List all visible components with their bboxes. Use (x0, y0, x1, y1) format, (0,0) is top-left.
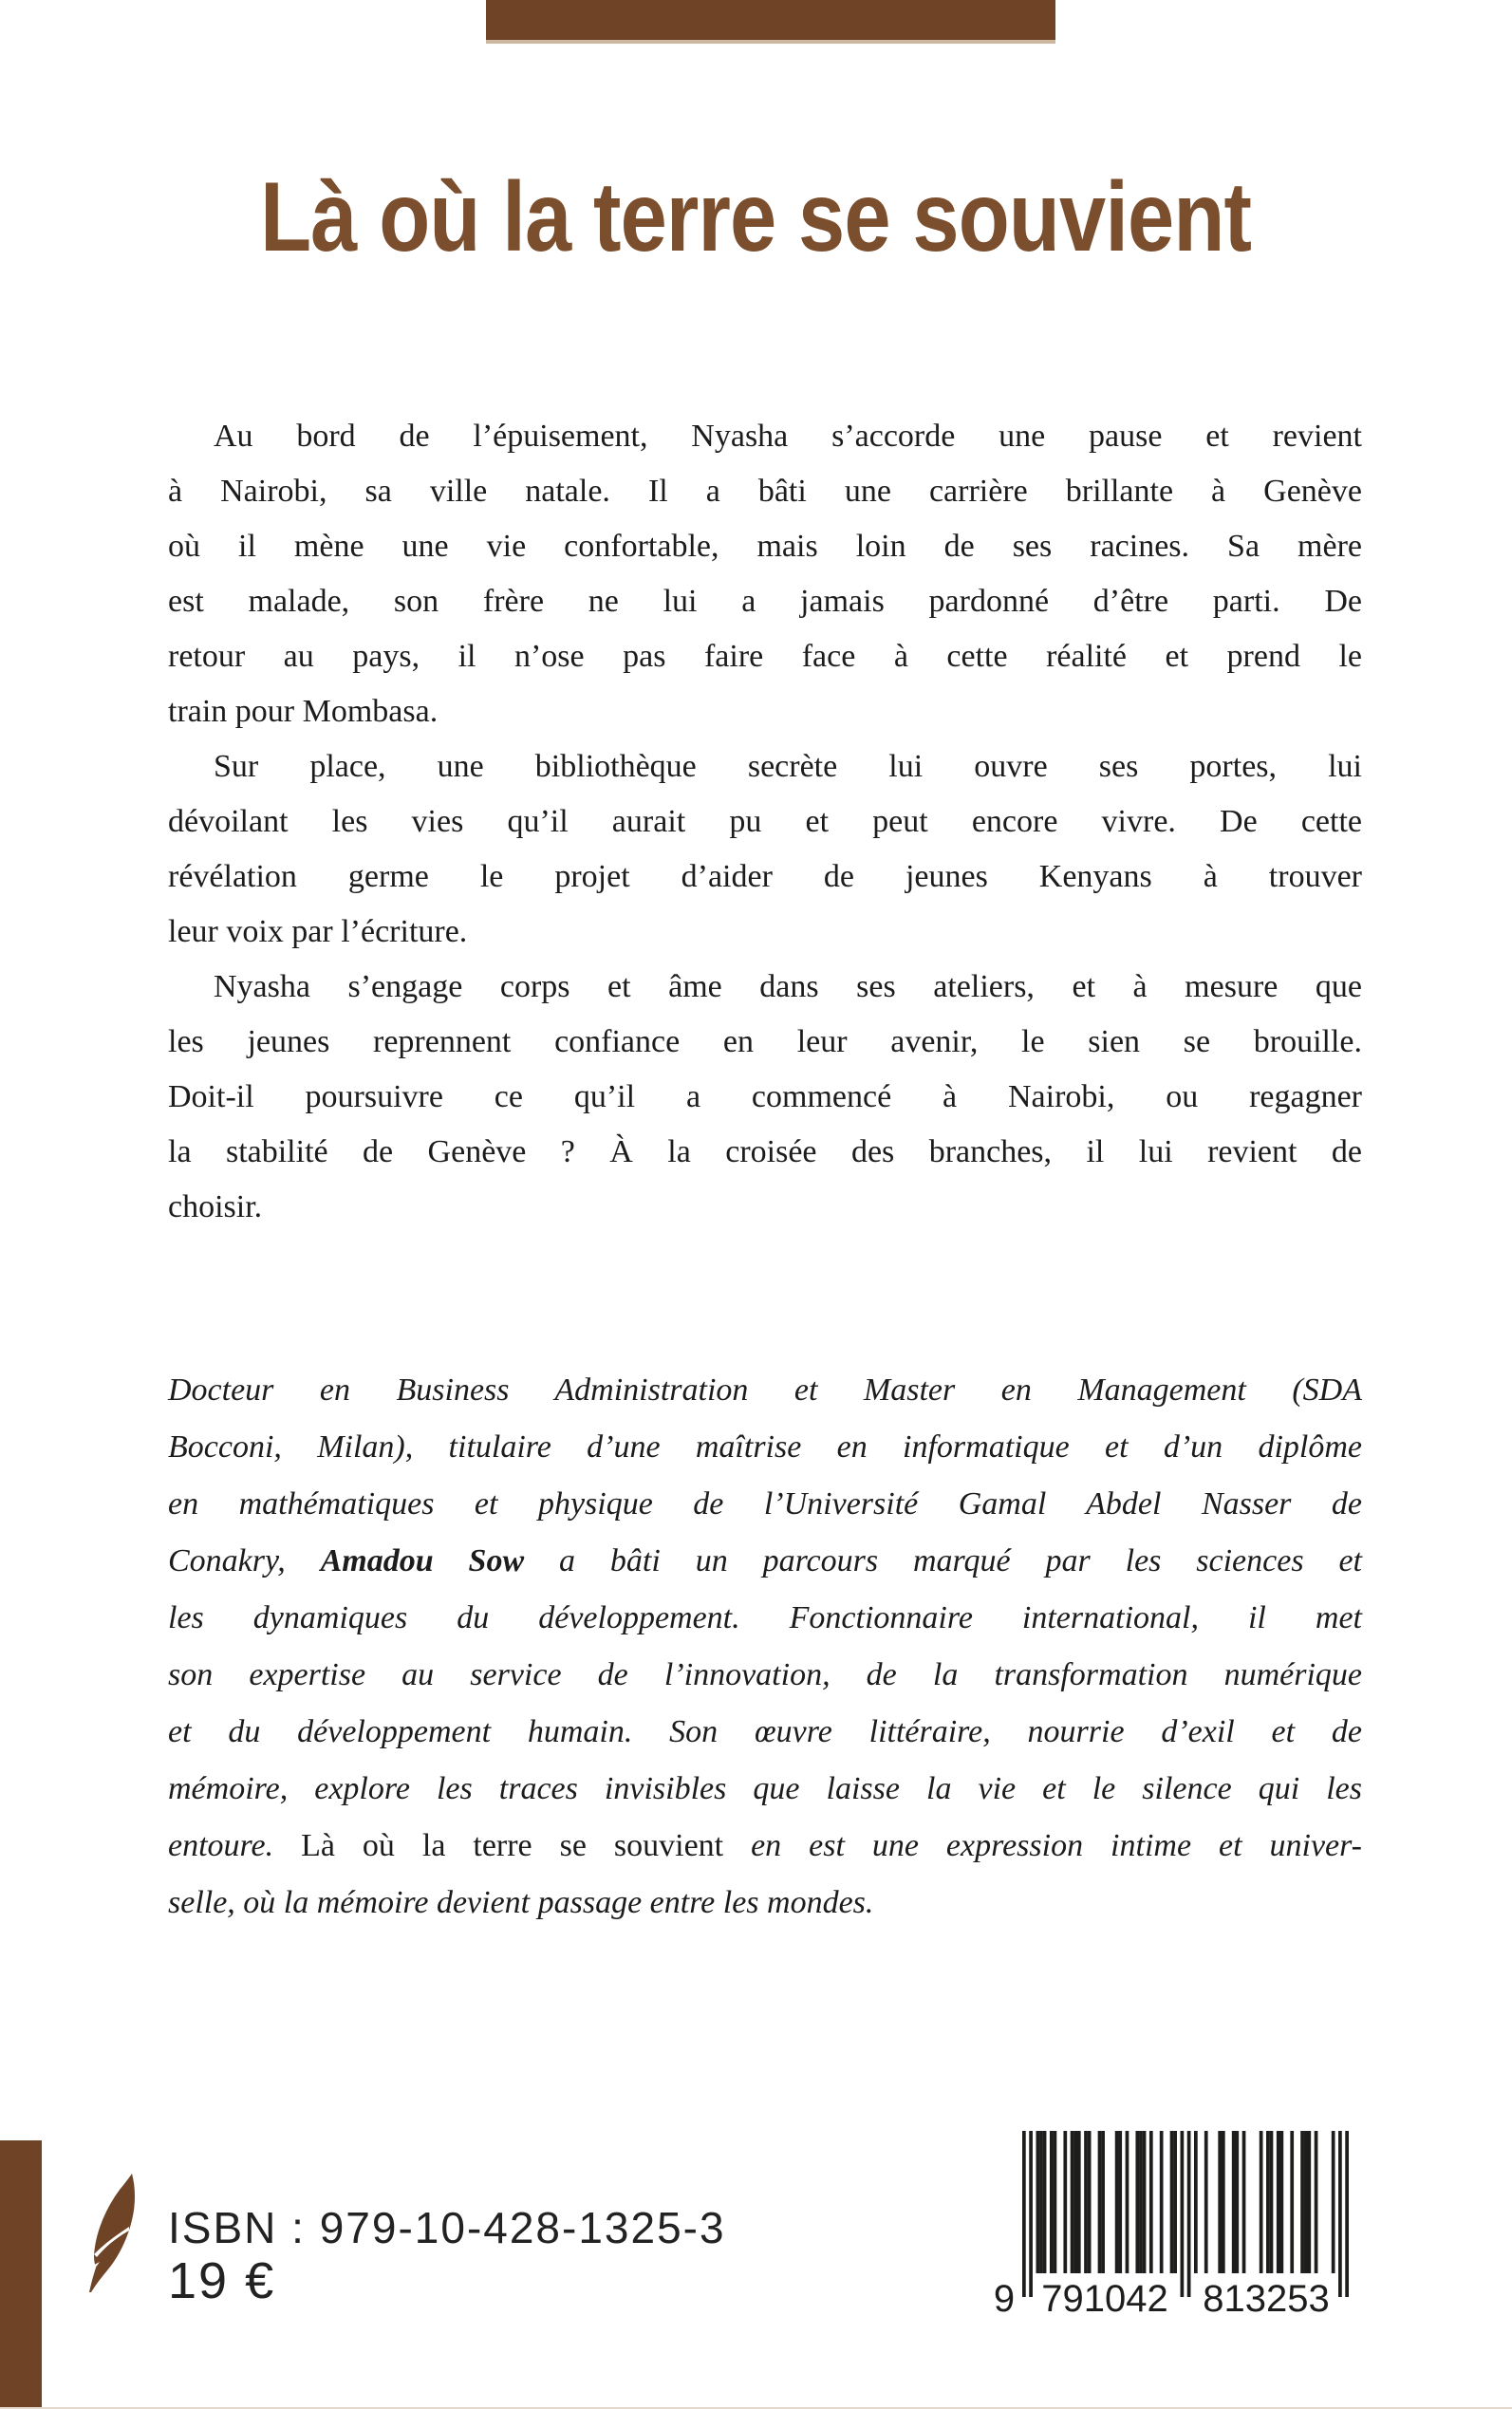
synopsis-line: Sur place, une bibliothèque secrète lui ouvre ses portes, lui (214, 749, 1362, 784)
spine-band (0, 2140, 42, 2409)
bio-line: Docteur en Business Administration et Master en Management (SDA (168, 1373, 1362, 1408)
synopsis-line: train pour Mombasa. (168, 694, 439, 729)
bio-line: entoure. Là où la terre se souvient en est une expression intime et univer- (168, 1828, 1363, 1863)
synopsis-line: Nyasha s’engage corps et âme dans ses ateliers, et à mesure que (214, 969, 1362, 1004)
synopsis-line: révélation germe le projet d’aider de jeunes Kenyans à trouver (168, 859, 1362, 894)
synopsis-line: dévoilant les vies qu’il aurait pu et peut encore vivre. De cette (168, 804, 1362, 839)
isbn-text: ISBN : 979-10-428-1325-3 (168, 2203, 726, 2252)
price-text: 19 € (168, 2252, 276, 2309)
synopsis (168, 409, 1362, 1235)
book-title: Là où la terre se souvient (260, 162, 1252, 272)
synopsis-line: Doit-il poursuivre ce qu’il a commencé à Nairobi, ou regagner (168, 1079, 1362, 1114)
top-accent-bar (486, 0, 1055, 44)
barcode-digits-left: 791042 (1041, 2278, 1168, 2320)
page-title (0, 162, 1512, 272)
synopsis-line: choisir. (168, 1189, 263, 1224)
barcode-bars (987, 2129, 1367, 2300)
barcode (987, 2129, 1367, 2319)
synopsis-line: leur voix par l’écriture. (168, 914, 468, 949)
bio-line: selle, où la mémoire devient passage entre les mondes. (168, 1885, 874, 1920)
feather-icon (82, 2172, 139, 2293)
synopsis-line: les jeunes reprennent confiance en leur avenir, le sien se brouille. (168, 1024, 1362, 1059)
synopsis-line: où il mène une vie confortable, mais loin de ses racines. Sa mère (168, 529, 1362, 564)
barcode-digit-lead: 9 (993, 2278, 1016, 2320)
synopsis-line: est malade, son frère ne lui a jamais pardonné d’être parti. De (168, 584, 1362, 619)
bio-line: mémoire, explore les traces invisibles que laisse la vie et le silence qui les (168, 1771, 1362, 1806)
bio-line: son expertise au service de l’innovation, de la transformation numérique (168, 1657, 1362, 1692)
bio-line: et du développement humain. Son œuvre littéraire, nourrie d’exil et de (168, 1714, 1362, 1749)
bio-line: Conakry, Amadou Sow a bâti un parcours marqué par les sciences et (168, 1543, 1362, 1578)
bio-line: en mathématiques et physique de l’Université Gamal Abdel Nasser de (168, 1486, 1362, 1522)
synopsis-line: Au bord de l’épuisement, Nyasha s’accorde une pause et revient (214, 419, 1362, 454)
bio-line: les dynamiques du développement. Fonctionnaire international, il met (168, 1600, 1362, 1635)
synopsis-line: à Nairobi, sa ville natale. Il a bâti une carrière brillante à Genève (168, 474, 1362, 509)
bio-line: Bocconi, Milan), titulaire d’une maîtrise en informatique et d’un diplôme (168, 1429, 1362, 1465)
synopsis-line: la stabilité de Genève ? À la croisée des branches, il lui revient de (168, 1134, 1362, 1169)
synopsis-line: retour au pays, il n’ose pas faire face à cette réalité et prend le (168, 639, 1362, 674)
author-bio (168, 1362, 1362, 1932)
barcode-digits-right: 813253 (1203, 2278, 1330, 2320)
